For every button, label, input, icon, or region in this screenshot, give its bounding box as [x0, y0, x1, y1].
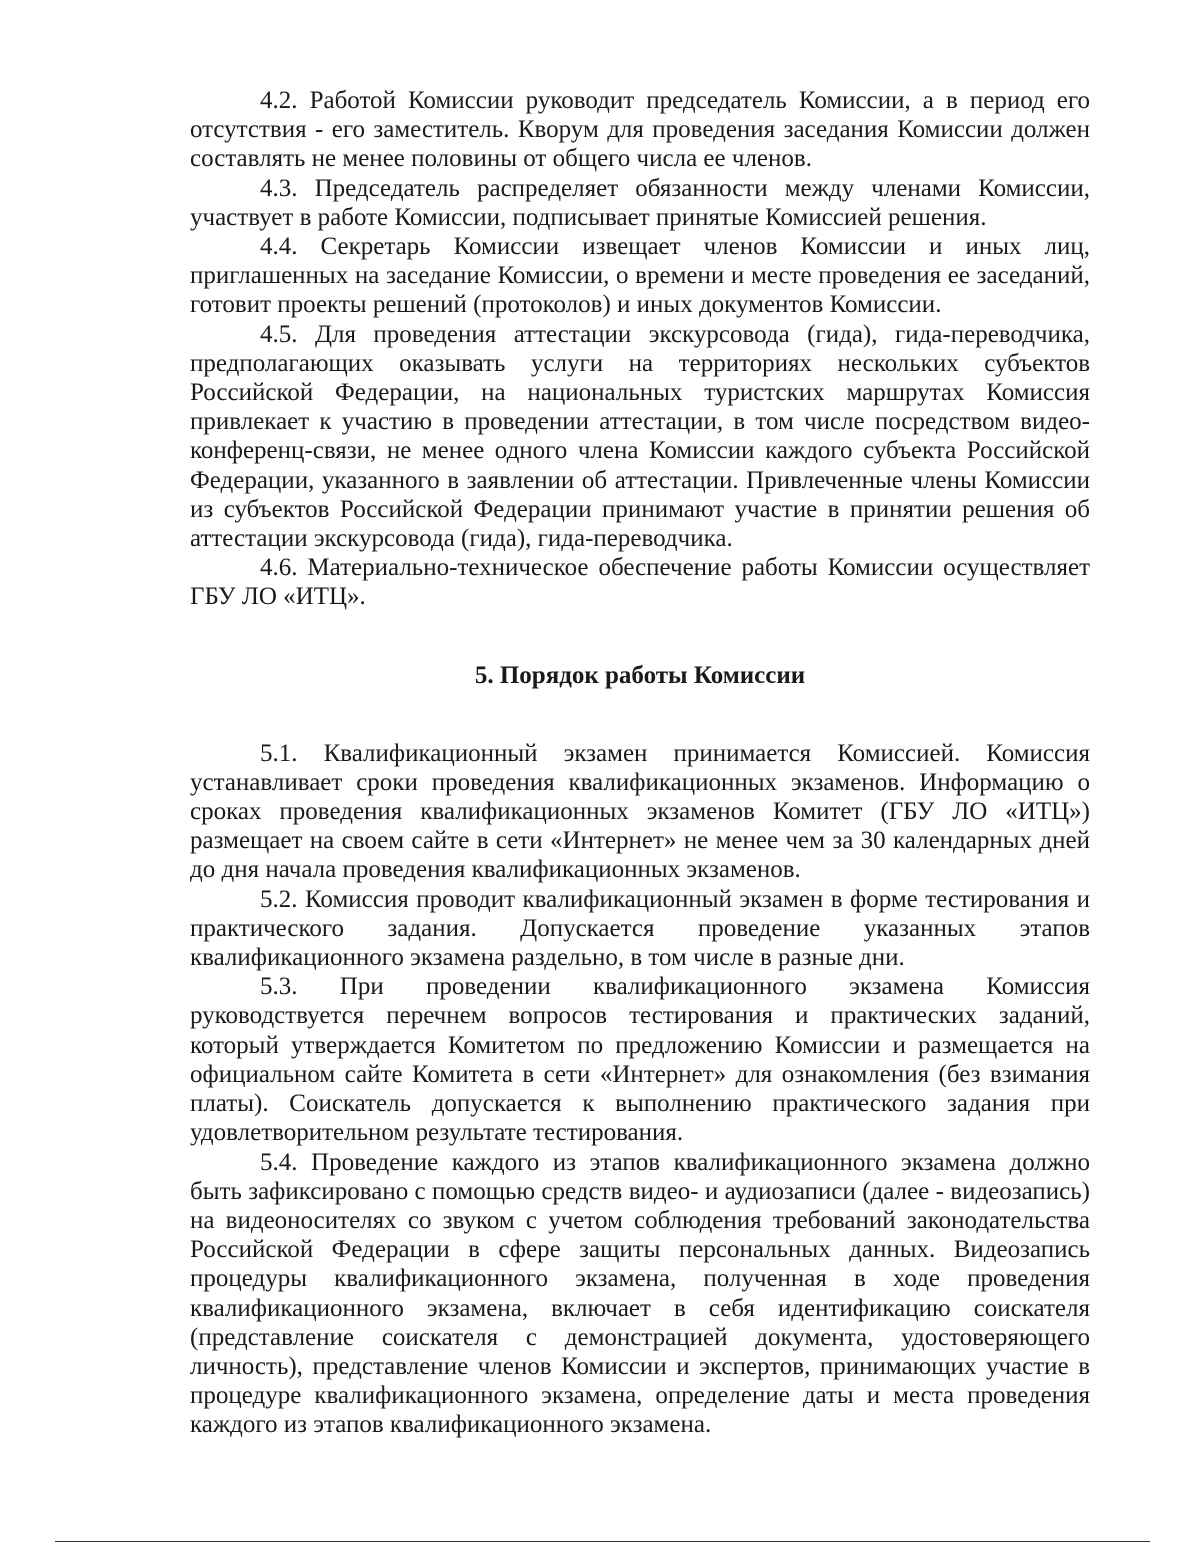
- paragraph-4-5: 4.5. Для проведения аттестации экскурсовода (гида), гида-переводчика, предполагающих оказывать услуги на территориях нескольких субъектов Российской Федерации, на национальных туристских маршрутах Комиссия привлекает к участию в проведении аттестации, в том числе посредством видео-конференц-связи, не менее одного члена Комиссии каждого субъекта Российской Федерации, указанного в заявлении об аттестации. Привлеченные члены Комиссии из субъектов Российской Федерации принимают участие в принятии решения об аттестации экскурсовода (гида), гида-переводчика.: [190, 320, 1090, 553]
- paragraph-5-2: 5.2. Комиссия проводит квалификационный экзамен в форме тестирования и практического задания. Допускается проведение указанных этапов квалификационного экзамена раздельно, в том числе в разные дни.: [190, 885, 1090, 972]
- paragraph-5-1: 5.1. Квалификационный экзамен принимается Комиссией. Комиссия устанавливает сроки проведения квалификационных экзаменов. Информацию о сроках проведения квалификационных экзаменов Комитет (ГБУ ЛО «ИТЦ») размещает на своем сайте в сети «Интернет» не менее чем за 30 календарных дней до дня начала проведения квалификационных экзаменов.: [190, 739, 1090, 884]
- paragraph-5-4: 5.4. Проведение каждого из этапов квалификационного экзамена должно быть зафиксировано с помощью средств видео- и аудиозаписи (далее - видеозапись) на видеоносителях со звуком с учетом соблюдения требований законодательства Российской Федерации в сфере защиты персональных данных. Видеозапись процедуры квалификационного экзамена, полученная в ходе проведения квалификационного экзамена, включает в себя идентификацию соискателя (представление соискателя с демонстрацией документа, удостоверяющего личность), представление членов Комиссии и экспертов, принимающих участие в процедуре квалификационного экзамена, определение даты и места проведения каждого из этапов квалификационного экзамена.: [190, 1148, 1090, 1439]
- paragraph-4-2: 4.2. Работой Комиссии руководит председатель Комиссии, а в период его отсутствия - его заместитель. Кворум для проведения заседания Комиссии должен составлять не менее половины от общего числа ее членов.: [190, 87, 1090, 173]
- paragraph-4-6: 4.6. Материально-техническое обеспечение работы Комиссии осуществляет ГБУ ЛО «ИТЦ».: [190, 554, 1090, 611]
- paragraph-4-4: 4.4. Секретарь Комиссии извещает членов Комиссии и иных лиц, приглашенных на заседание Комиссии, о времени и месте проведения ее заседаний, готовит проекты решений (протоколов) и иных документов Комиссии.: [190, 233, 1090, 319]
- paragraph-5-3: 5.3. При проведении квалификационного экзамена Комиссия руководствуется перечнем вопросов тестирования и практических заданий, который утверждается Комитетом по предложению Комиссии и размещается на официальном сайте Комитета в сети «Интернет» для ознакомления (без взимания платы). Соискатель допускается к выполнению практического задания при удовлетворительном результате тестирования.: [190, 973, 1090, 1147]
- section-5-heading: 5. Порядок работы Комиссии: [474, 661, 806, 689]
- paragraph-4-3: 4.3. Председатель распределяет обязанности между членами Комиссии, участвует в работе Комиссии, подписывает принятые Комиссией решения.: [190, 174, 1090, 231]
- page-bottom-divider: [55, 1541, 1150, 1542]
- document-body: [190, 86, 1090, 1440]
